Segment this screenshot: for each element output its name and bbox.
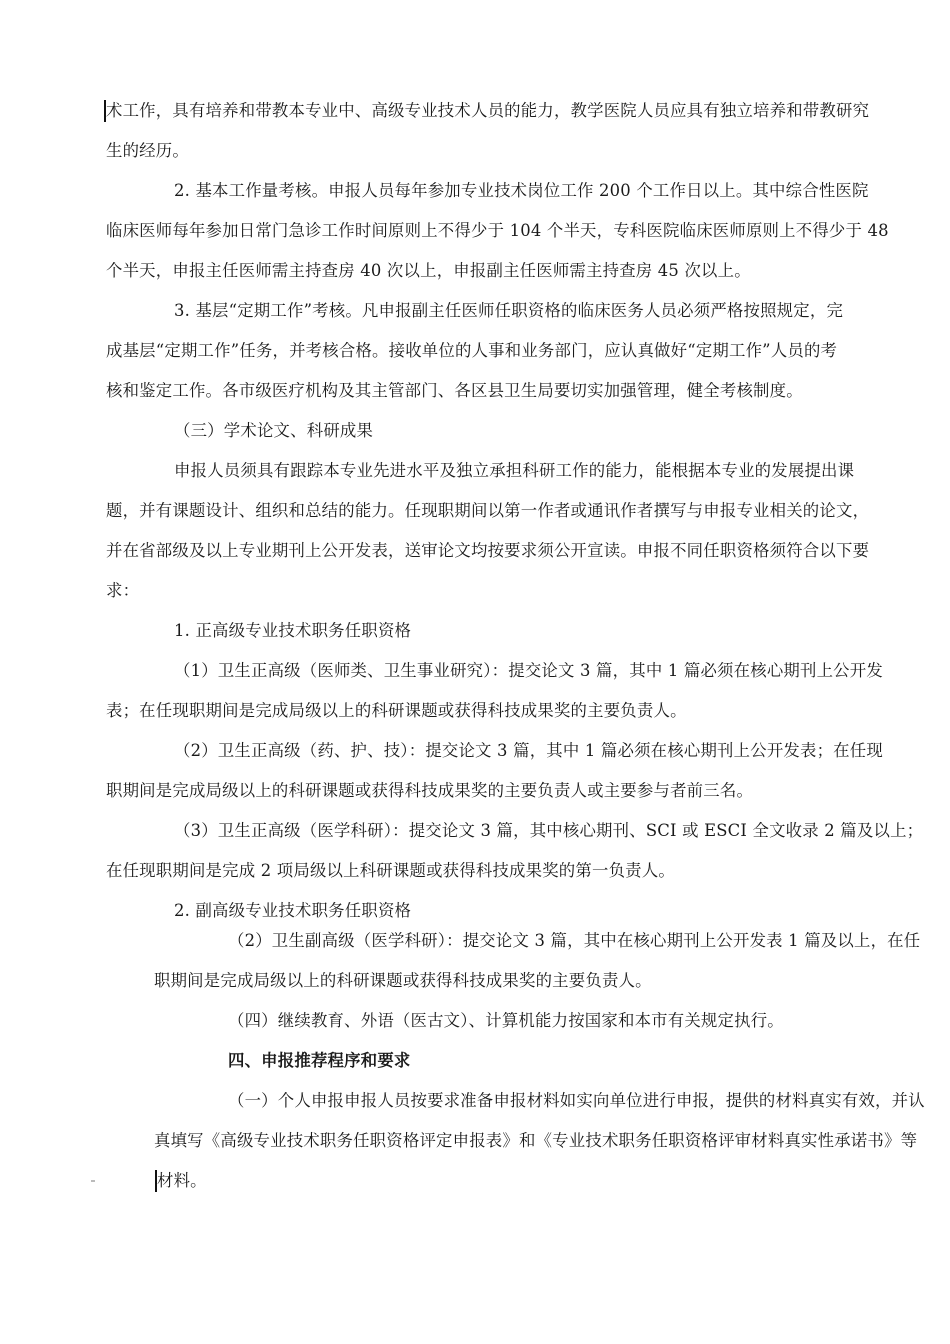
paragraph-line: 2. 基本工作量考核。申报人员每年参加专业技术岗位工作 200 个工作日以上。其中综合性医院: [174, 181, 869, 200]
paragraph-line: 3. 基层“定期工作”考核。凡申报副主任医师任职资格的临床医务人员必须严格按照规定，完: [174, 301, 844, 320]
paragraph-line: 术工作，具有培养和带教本专业中、高级专业技术人员的能力，教学医院人员应具有独立培养和带教研究: [106, 101, 870, 120]
paragraph-line: （2）卫生副高级（医学科研）：提交论文 3 篇，其中在核心期刊上公开发表 1 篇及以上，在任: [228, 931, 921, 950]
paragraph-line: 成基层“定期工作”任务，并考核合格。接收单位的人事和业务部门，应认真做好“定期工作”人员的考: [106, 341, 838, 360]
sub-heading: 1. 正高级专业技术职务任职资格: [174, 621, 412, 640]
paragraph-line: 个半天，申报主任医师需主持查房 40 次以上，申报副主任医师需主持查房 45 次以上。: [106, 261, 751, 280]
paragraph-line: 临床医师每年参加日常门急诊工作时间原则上不得少于 104 个半天，专科医院临床医师原则上不得少于 48: [106, 221, 889, 240]
paragraph-line: 申报人员须具有跟踪本专业先进水平及独立承担科研工作的能力，能根据本专业的发展提出课: [174, 461, 855, 480]
paragraph-line: 在任现职期间是完成 2 项局级以上科研课题或获得科技成果奖的第一负责人。: [106, 861, 675, 880]
paragraph-line: 生的经历。: [106, 141, 189, 160]
paragraph-line: 表；在任现职期间是完成局级以上的科研课题或获得科技成果奖的主要负责人。: [106, 701, 687, 720]
paragraph-line: （2）卫生正高级（药、护、技）：提交论文 3 篇，其中 1 篇必须在核心期刊上公开发表；在任现: [174, 741, 883, 760]
paragraph-line: 职期间是完成局级以上的科研课题或获得科技成果奖的主要负责人。: [154, 971, 652, 990]
chapter-heading: 四、申报推荐程序和要求: [228, 1051, 411, 1070]
paragraph-line: 求：: [106, 581, 140, 600]
paragraph-line: （一）个人申报申报人员按要求准备申报材料如实向单位进行申报，提供的材料真实有效，并认: [228, 1091, 925, 1110]
paragraph-line: 并在省部级及以上专业期刊上公开发表，送审论文均按要求须公开宣读。申报不同任职资格须符合以下要: [106, 541, 870, 560]
paragraph-line: 核和鉴定工作。各市级医疗机构及其主管部门、各区县卫生局要切实加强管理，健全考核制度。: [106, 381, 803, 400]
margin-mark: [91, 1180, 95, 1182]
paragraph-line: （四）继续教育、外语（医古文）、计算机能力按国家和本市有关规定执行。: [228, 1011, 784, 1030]
paragraph-line: 题，并有课题设计、组织和总结的能力。任现职期间以第一作者或通讯作者撰写与申报专业相关的论文，: [106, 501, 870, 520]
paragraph-line: 职期间是完成局级以上的科研课题或获得科技成果奖的主要负责人或主要参与者前三名。: [106, 781, 754, 800]
paragraph-line: 材料。: [157, 1171, 207, 1190]
paragraph-line: （3）卫生正高级（医学科研）：提交论文 3 篇，其中核心期刊、SCI 或 ESCI 全文收录 2 篇及以上；: [174, 821, 924, 840]
sub-heading: 2. 副高级专业技术职务任职资格: [174, 901, 412, 920]
section-heading: （三）学术论文、科研成果: [174, 421, 374, 440]
paragraph-line: （1）卫生正高级（医师类、卫生事业研究）：提交论文 3 篇，其中 1 篇必须在核心期刊上公开发: [174, 661, 883, 680]
paragraph-line: 真填写《高级专业技术职务任职资格评定申报表》和《专业技术职务任职资格评审材料真实性承诺书》等: [154, 1131, 918, 1150]
